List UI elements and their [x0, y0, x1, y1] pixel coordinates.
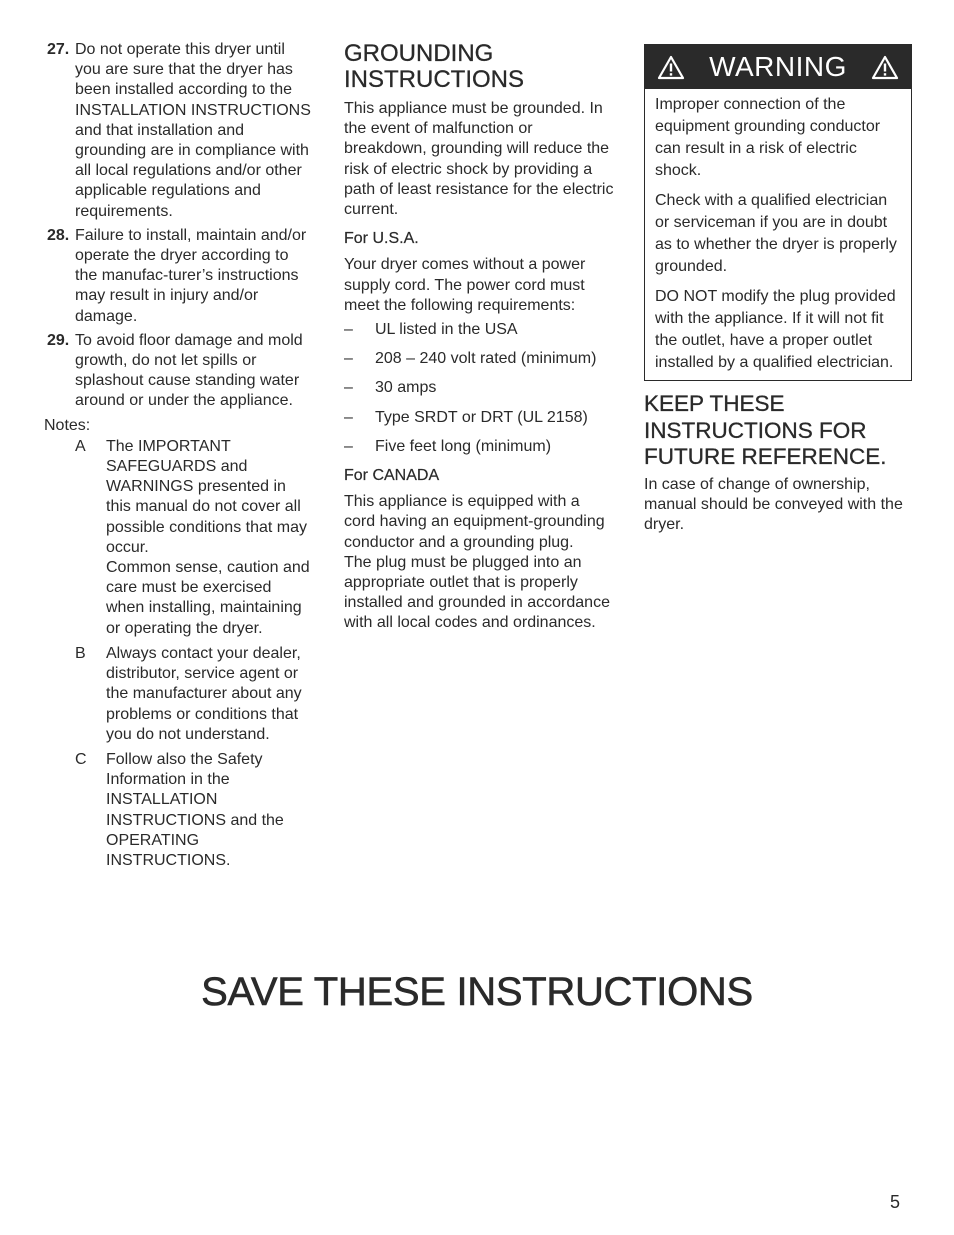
note-letter: A [75, 437, 86, 455]
note-text: Common sense, caution and care must be exercised when installing, maintaining or operating the dryer. [106, 559, 310, 637]
requirement-text: Five feet long (minimum) [375, 437, 552, 455]
usa-text: Your dryer comes without a power supply cord. The power cord must meet the following requirements: [344, 256, 586, 314]
column-left [44, 40, 312, 876]
list-item-27 [44, 40, 312, 222]
requirement-item [344, 378, 614, 398]
warning-box [644, 44, 912, 381]
warning-header [645, 45, 911, 89]
note-c [44, 750, 312, 871]
note-b [44, 644, 312, 745]
note-text: Follow also the Safety Information in the INSTALLATION INSTRUCTIONS and the OPERATING INSTRUCTIONS. [106, 750, 284, 869]
list-item-28 [44, 226, 312, 327]
list-number: 29. [47, 331, 70, 349]
warning-triangle-icon [657, 55, 685, 80]
heading-line: INSTRUCTIONS FOR [644, 417, 867, 443]
page-number: 5 [889, 1192, 900, 1212]
grounding-heading [344, 41, 614, 93]
requirement-text: UL listed in the USA [375, 321, 518, 339]
canada-text: This appliance is equipped with a cord having an equipment-grounding conductor and a grounding plug. [344, 493, 605, 551]
notes-heading: Notes: [44, 416, 91, 434]
canada-text: The plug must be plugged into an appropriate outlet that is properly installed and grounded in accordance with all local codes and ordinances. [344, 553, 610, 632]
column-middle [344, 40, 614, 634]
warning-paragraph: DO NOT modify the plug provided with the appliance. If it will not fit the outlet, have a proper outlet installed by a qualified electrician. [655, 288, 896, 371]
usa-heading: For U.S.A. [344, 230, 419, 248]
note-letter: C [75, 750, 87, 768]
save-instructions-title: SAVE THESE INSTRUCTIONS [201, 970, 753, 1014]
keep-heading [644, 391, 912, 471]
grounding-intro: This appliance must be grounded. In the event of malfunction or breakdown, grounding will reduce the risk of electric shock by providing a path of least resistance for the electric current. [344, 100, 614, 219]
note-text: The IMPORTANT SAFEGUARDS and WARNINGS presented in this manual do not cover all possible conditions that may occur. [106, 437, 307, 556]
warning-triangle-icon [871, 55, 899, 80]
warning-body [645, 89, 911, 380]
list-text: Do not operate this dryer until you are sure that the dryer has been installed according to the INSTALLATION INSTRUCTIONS and that installation and grounding are in compliance with all local regulations and/or other applicable regulations and requirements. [75, 41, 311, 220]
note-a [44, 437, 312, 639]
heading-line: KEEP THESE [644, 391, 785, 416]
dash-bullet: – [344, 437, 353, 455]
warning-paragraph: Check with a qualified electrician or serviceman if you are in doubt as to whether the dryer is properly grounded. [655, 192, 897, 275]
list-item-29 [44, 331, 312, 412]
list-text: Failure to install, maintain and/or operate the dryer according to the manufac-turer’s instructions may result in injury and/or damage. [75, 226, 307, 325]
dash-bullet: – [344, 408, 353, 426]
note-text: Always contact your dealer, distributor, service agent or the manufacturer about any problems or conditions that you do not understand. [106, 644, 302, 743]
heading-line: INSTRUCTIONS [344, 66, 524, 93]
heading-line: GROUNDING [344, 40, 494, 67]
requirement-text: 208 – 240 volt rated (minimum) [375, 350, 597, 368]
requirement-item [344, 320, 614, 340]
warning-paragraph: Improper connection of the equipment grounding conductor can result in a risk of electric shock. [655, 96, 881, 179]
keep-section [644, 391, 912, 535]
dash-bullet: – [344, 379, 353, 397]
note-letter: B [75, 644, 86, 662]
requirement-item [344, 408, 614, 428]
requirement-text: 30 amps [375, 379, 437, 397]
list-number: 27. [47, 41, 70, 58]
heading-line: FUTURE REFERENCE. [644, 444, 887, 469]
canada-heading: For CANADA [344, 467, 440, 485]
dash-bullet: – [344, 350, 353, 368]
dash-bullet: – [344, 321, 353, 339]
requirement-item [344, 437, 614, 457]
requirement-item [344, 349, 614, 369]
requirement-text: Type SRDT or DRT (UL 2158) [375, 408, 588, 426]
list-text: To avoid floor damage and mold growth, do not let spills or splashout cause standing water around or under the appliance. [75, 331, 303, 410]
warning-title: WARNING [709, 50, 847, 82]
list-number: 28. [47, 226, 70, 244]
column-right [644, 40, 912, 535]
keep-text: In case of change of ownership, manual should be conveyed with the dryer. [644, 475, 903, 533]
requirements-list [344, 320, 614, 457]
